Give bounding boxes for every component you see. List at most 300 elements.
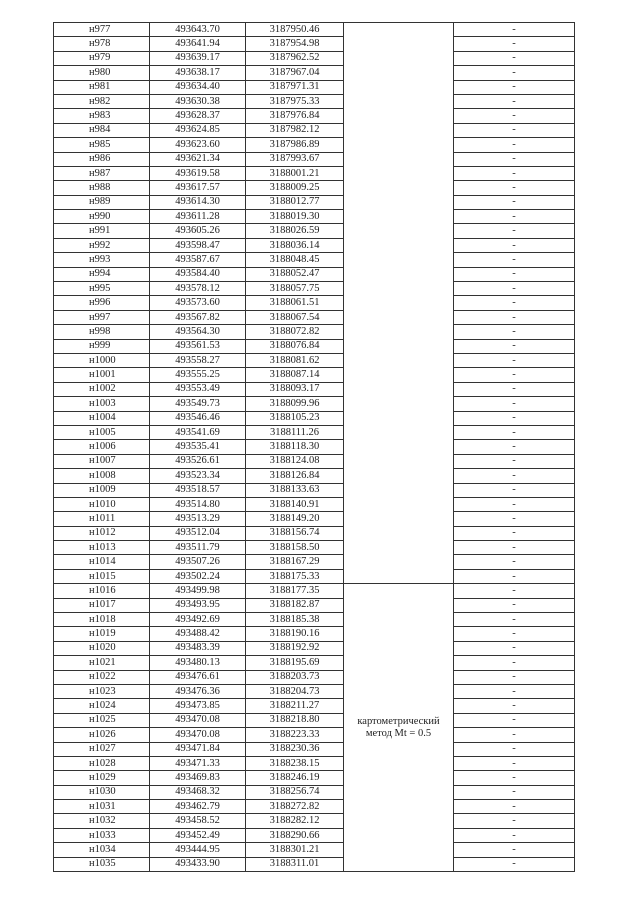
x-coordinate-cell: 493639.17 (150, 51, 246, 65)
table-row (54, 94, 575, 108)
y-coordinate-cell: 3188099.96 (246, 397, 344, 411)
x-coordinate-cell: 493444.95 (150, 843, 246, 857)
y-coordinate-cell: 3188223.33 (246, 728, 344, 742)
point-name-cell: н1023 (54, 684, 150, 698)
extra-value-cell: - (454, 598, 575, 612)
x-coordinate-cell: 493634.40 (150, 80, 246, 94)
point-name-cell: н979 (54, 51, 150, 65)
extra-value-cell: - (454, 368, 575, 382)
point-name-cell: н1008 (54, 469, 150, 483)
point-name-cell: н980 (54, 66, 150, 80)
table-row (54, 814, 575, 828)
y-coordinate-cell: 3188230.36 (246, 742, 344, 756)
extra-value-cell: - (454, 814, 575, 828)
point-name-cell: н1009 (54, 483, 150, 497)
point-name-cell: н998 (54, 325, 150, 339)
x-coordinate-cell: 493483.39 (150, 641, 246, 655)
y-coordinate-cell: 3188076.84 (246, 339, 344, 353)
point-name-cell: н1030 (54, 785, 150, 799)
point-name-cell: н991 (54, 224, 150, 238)
extra-value-cell: - (454, 109, 575, 123)
y-coordinate-cell: 3188158.50 (246, 541, 344, 555)
x-coordinate-cell: 493507.26 (150, 555, 246, 569)
y-coordinate-cell: 3188290.66 (246, 828, 344, 842)
point-name-cell: н982 (54, 94, 150, 108)
table-row (54, 109, 575, 123)
point-name-cell: н993 (54, 253, 150, 267)
x-coordinate-cell: 493567.82 (150, 310, 246, 324)
x-coordinate-cell: 493452.49 (150, 828, 246, 842)
extra-value-cell: - (454, 497, 575, 511)
y-coordinate-cell: 3188067.54 (246, 310, 344, 324)
point-name-cell: н1015 (54, 569, 150, 583)
point-name-cell: н1024 (54, 699, 150, 713)
point-name-cell: н1018 (54, 613, 150, 627)
y-coordinate-cell: 3188272.82 (246, 800, 344, 814)
y-coordinate-cell: 3188238.15 (246, 756, 344, 770)
point-name-cell: н1021 (54, 656, 150, 670)
extra-value-cell: - (454, 641, 575, 655)
point-name-cell: н983 (54, 109, 150, 123)
y-coordinate-cell: 3187986.89 (246, 138, 344, 152)
x-coordinate-cell: 493584.40 (150, 267, 246, 281)
x-coordinate-cell: 493512.04 (150, 526, 246, 540)
table-row (54, 641, 575, 655)
point-name-cell: н996 (54, 296, 150, 310)
y-coordinate-cell: 3188156.74 (246, 526, 344, 540)
y-coordinate-cell: 3188081.62 (246, 353, 344, 367)
point-name-cell: н981 (54, 80, 150, 94)
x-coordinate-cell: 493643.70 (150, 23, 246, 37)
extra-value-cell: - (454, 584, 575, 598)
y-coordinate-cell: 3188061.51 (246, 296, 344, 310)
extra-value-cell: - (454, 454, 575, 468)
y-coordinate-cell: 3188133.63 (246, 483, 344, 497)
extra-value-cell: - (454, 325, 575, 339)
method-label-line1: картометрический (357, 715, 440, 727)
extra-value-cell: - (454, 670, 575, 684)
table-row (54, 684, 575, 698)
y-coordinate-cell: 3188036.14 (246, 238, 344, 252)
extra-value-cell: - (454, 483, 575, 497)
point-name-cell: н1027 (54, 742, 150, 756)
x-coordinate-cell: 493480.13 (150, 656, 246, 670)
point-name-cell: н992 (54, 238, 150, 252)
extra-value-cell: - (454, 123, 575, 137)
y-coordinate-cell: 3188246.19 (246, 771, 344, 785)
x-coordinate-cell: 493553.49 (150, 382, 246, 396)
x-coordinate-cell: 493641.94 (150, 37, 246, 51)
extra-value-cell: - (454, 397, 575, 411)
point-name-cell: н1007 (54, 454, 150, 468)
extra-value-cell: - (454, 66, 575, 80)
table-row (54, 613, 575, 627)
y-coordinate-cell: 3188195.69 (246, 656, 344, 670)
point-name-cell: н1022 (54, 670, 150, 684)
extra-value-cell: - (454, 210, 575, 224)
extra-value-cell: - (454, 440, 575, 454)
x-coordinate-cell: 493561.53 (150, 339, 246, 353)
y-coordinate-cell: 3188190.16 (246, 627, 344, 641)
point-name-cell: н977 (54, 23, 150, 37)
extra-value-cell: - (454, 267, 575, 281)
x-coordinate-cell: 493630.38 (150, 94, 246, 108)
point-name-cell: н1014 (54, 555, 150, 569)
point-name-cell: н1025 (54, 713, 150, 727)
extra-value-cell: - (454, 138, 575, 152)
point-name-cell: н1000 (54, 353, 150, 367)
x-coordinate-cell: 493470.08 (150, 713, 246, 727)
method-cell (344, 584, 454, 872)
y-coordinate-cell: 3188301.21 (246, 843, 344, 857)
y-coordinate-cell: 3188175.33 (246, 569, 344, 583)
extra-value-cell: - (454, 512, 575, 526)
extra-value-cell: - (454, 282, 575, 296)
y-coordinate-cell: 3188057.75 (246, 282, 344, 296)
table-row (54, 23, 575, 37)
extra-value-cell: - (454, 339, 575, 353)
y-coordinate-cell: 3188177.35 (246, 584, 344, 598)
x-coordinate-cell: 493433.90 (150, 857, 246, 871)
x-coordinate-cell: 493471.33 (150, 756, 246, 770)
y-coordinate-cell: 3188182.87 (246, 598, 344, 612)
table-row (54, 296, 575, 310)
extra-value-cell: - (454, 353, 575, 367)
point-name-cell: н997 (54, 310, 150, 324)
y-coordinate-cell: 3188052.47 (246, 267, 344, 281)
x-coordinate-cell: 493518.57 (150, 483, 246, 497)
extra-value-cell: - (454, 224, 575, 238)
extra-value-cell: - (454, 469, 575, 483)
table-row (54, 152, 575, 166)
x-coordinate-cell: 493458.52 (150, 814, 246, 828)
point-name-cell: н1005 (54, 425, 150, 439)
y-coordinate-cell: 3188256.74 (246, 785, 344, 799)
table-row (54, 51, 575, 65)
table-row (54, 584, 575, 598)
table-row (54, 181, 575, 195)
x-coordinate-cell: 493513.29 (150, 512, 246, 526)
x-coordinate-cell: 493468.32 (150, 785, 246, 799)
y-coordinate-cell: 3187982.12 (246, 123, 344, 137)
extra-value-cell: - (454, 195, 575, 209)
x-coordinate-cell: 493628.37 (150, 109, 246, 123)
table-row (54, 569, 575, 583)
y-coordinate-cell: 3188211.27 (246, 699, 344, 713)
extra-value-cell: - (454, 253, 575, 267)
table-row (54, 497, 575, 511)
point-name-cell: н986 (54, 152, 150, 166)
y-coordinate-cell: 3188048.45 (246, 253, 344, 267)
point-name-cell: н989 (54, 195, 150, 209)
extra-value-cell: - (454, 166, 575, 180)
x-coordinate-cell: 493598.47 (150, 238, 246, 252)
x-coordinate-cell: 493541.69 (150, 425, 246, 439)
table-row (54, 166, 575, 180)
extra-value-cell: - (454, 23, 575, 37)
table-row (54, 656, 575, 670)
y-coordinate-cell: 3188192.92 (246, 641, 344, 655)
point-name-cell: н1019 (54, 627, 150, 641)
extra-value-cell: - (454, 526, 575, 540)
x-coordinate-cell: 493473.85 (150, 699, 246, 713)
table-row (54, 454, 575, 468)
point-name-cell: н1010 (54, 497, 150, 511)
y-coordinate-cell: 3188204.73 (246, 684, 344, 698)
table-row (54, 526, 575, 540)
table-row (54, 37, 575, 51)
x-coordinate-cell: 493573.60 (150, 296, 246, 310)
x-coordinate-cell: 493546.46 (150, 411, 246, 425)
x-coordinate-cell: 493476.61 (150, 670, 246, 684)
method-label-line2: метод Mt = 0.5 (365, 727, 432, 739)
x-coordinate-cell: 493549.73 (150, 397, 246, 411)
x-coordinate-cell: 493605.26 (150, 224, 246, 238)
extra-value-cell: - (454, 613, 575, 627)
point-name-cell: н985 (54, 138, 150, 152)
table-row (54, 397, 575, 411)
extra-value-cell: - (454, 785, 575, 799)
point-name-cell: н1004 (54, 411, 150, 425)
y-coordinate-cell: 3188019.30 (246, 210, 344, 224)
x-coordinate-cell: 493619.58 (150, 166, 246, 180)
x-coordinate-cell: 493614.30 (150, 195, 246, 209)
x-coordinate-cell: 493558.27 (150, 353, 246, 367)
extra-value-cell: - (454, 94, 575, 108)
extra-value-cell: - (454, 627, 575, 641)
y-coordinate-cell: 3187950.46 (246, 23, 344, 37)
table-row (54, 238, 575, 252)
extra-value-cell: - (454, 382, 575, 396)
extra-value-cell: - (454, 656, 575, 670)
extra-value-cell: - (454, 238, 575, 252)
table-row (54, 339, 575, 353)
x-coordinate-cell: 493526.61 (150, 454, 246, 468)
point-name-cell: н1020 (54, 641, 150, 655)
point-name-cell: н1013 (54, 541, 150, 555)
x-coordinate-cell: 493470.08 (150, 728, 246, 742)
extra-value-cell: - (454, 555, 575, 569)
table-row (54, 800, 575, 814)
point-name-cell: н1006 (54, 440, 150, 454)
x-coordinate-cell: 493624.85 (150, 123, 246, 137)
x-coordinate-cell: 493587.67 (150, 253, 246, 267)
table-row (54, 555, 575, 569)
point-name-cell: н1035 (54, 857, 150, 871)
table-row (54, 756, 575, 770)
point-name-cell: н1001 (54, 368, 150, 382)
coordinates-table (53, 22, 575, 872)
extra-value-cell: - (454, 728, 575, 742)
table-row (54, 411, 575, 425)
x-coordinate-cell: 493621.34 (150, 152, 246, 166)
table-row (54, 123, 575, 137)
extra-value-cell: - (454, 742, 575, 756)
y-coordinate-cell: 3188118.30 (246, 440, 344, 454)
x-coordinate-cell: 493638.17 (150, 66, 246, 80)
x-coordinate-cell: 493471.84 (150, 742, 246, 756)
extra-value-cell: - (454, 569, 575, 583)
x-coordinate-cell: 493492.69 (150, 613, 246, 627)
table-row (54, 267, 575, 281)
point-name-cell: н978 (54, 37, 150, 51)
x-coordinate-cell: 493617.57 (150, 181, 246, 195)
y-coordinate-cell: 3187954.98 (246, 37, 344, 51)
point-name-cell: н1003 (54, 397, 150, 411)
table-row (54, 66, 575, 80)
y-coordinate-cell: 3188126.84 (246, 469, 344, 483)
table-row (54, 253, 575, 267)
extra-value-cell: - (454, 713, 575, 727)
y-coordinate-cell: 3187967.04 (246, 66, 344, 80)
y-coordinate-cell: 3188001.21 (246, 166, 344, 180)
x-coordinate-cell: 493523.34 (150, 469, 246, 483)
y-coordinate-cell: 3188105.23 (246, 411, 344, 425)
method-cell-upper (344, 23, 454, 584)
extra-value-cell: - (454, 37, 575, 51)
y-coordinate-cell: 3188093.17 (246, 382, 344, 396)
x-coordinate-cell: 493578.12 (150, 282, 246, 296)
y-coordinate-cell: 3187976.84 (246, 109, 344, 123)
table-row (54, 483, 575, 497)
extra-value-cell: - (454, 541, 575, 555)
point-name-cell: н1033 (54, 828, 150, 842)
table-row (54, 353, 575, 367)
table-row (54, 440, 575, 454)
y-coordinate-cell: 3188149.20 (246, 512, 344, 526)
table-row (54, 627, 575, 641)
x-coordinate-cell: 493514.80 (150, 497, 246, 511)
point-name-cell: н1026 (54, 728, 150, 742)
table-row (54, 425, 575, 439)
table-row (54, 728, 575, 742)
table-row (54, 598, 575, 612)
y-coordinate-cell: 3188087.14 (246, 368, 344, 382)
point-name-cell: н984 (54, 123, 150, 137)
point-name-cell: н1016 (54, 584, 150, 598)
point-name-cell: н994 (54, 267, 150, 281)
x-coordinate-cell: 493564.30 (150, 325, 246, 339)
x-coordinate-cell: 493611.28 (150, 210, 246, 224)
y-coordinate-cell: 3188111.26 (246, 425, 344, 439)
extra-value-cell: - (454, 425, 575, 439)
y-coordinate-cell: 3188009.25 (246, 181, 344, 195)
extra-value-cell: - (454, 152, 575, 166)
extra-value-cell: - (454, 80, 575, 94)
y-coordinate-cell: 3188167.29 (246, 555, 344, 569)
y-coordinate-cell: 3188311.01 (246, 857, 344, 871)
x-coordinate-cell: 493555.25 (150, 368, 246, 382)
point-name-cell: н1002 (54, 382, 150, 396)
table-row (54, 310, 575, 324)
y-coordinate-cell: 3187962.52 (246, 51, 344, 65)
table-row (54, 699, 575, 713)
extra-value-cell: - (454, 296, 575, 310)
table-row (54, 742, 575, 756)
point-name-cell: н1031 (54, 800, 150, 814)
x-coordinate-cell: 493476.36 (150, 684, 246, 698)
y-coordinate-cell: 3188012.77 (246, 195, 344, 209)
table-row (54, 771, 575, 785)
table-row (54, 282, 575, 296)
extra-value-cell: - (454, 51, 575, 65)
y-coordinate-cell: 3187971.31 (246, 80, 344, 94)
y-coordinate-cell: 3188203.73 (246, 670, 344, 684)
x-coordinate-cell: 493499.98 (150, 584, 246, 598)
table-row (54, 210, 575, 224)
table-row (54, 382, 575, 396)
point-name-cell: н1029 (54, 771, 150, 785)
table-row (54, 138, 575, 152)
y-coordinate-cell: 3188072.82 (246, 325, 344, 339)
point-name-cell: н1012 (54, 526, 150, 540)
y-coordinate-cell: 3188140.91 (246, 497, 344, 511)
y-coordinate-cell: 3188185.38 (246, 613, 344, 627)
extra-value-cell: - (454, 310, 575, 324)
point-name-cell: н990 (54, 210, 150, 224)
x-coordinate-cell: 493502.24 (150, 569, 246, 583)
x-coordinate-cell: 493493.95 (150, 598, 246, 612)
y-coordinate-cell: 3188026.59 (246, 224, 344, 238)
x-coordinate-cell: 493469.83 (150, 771, 246, 785)
table-row (54, 224, 575, 238)
point-name-cell: н987 (54, 166, 150, 180)
x-coordinate-cell: 493488.42 (150, 627, 246, 641)
point-name-cell: н1017 (54, 598, 150, 612)
point-name-cell: н988 (54, 181, 150, 195)
table-row (54, 541, 575, 555)
point-name-cell: н1032 (54, 814, 150, 828)
point-name-cell: н1011 (54, 512, 150, 526)
table-row (54, 670, 575, 684)
y-coordinate-cell: 3187993.67 (246, 152, 344, 166)
table-row (54, 713, 575, 727)
extra-value-cell: - (454, 411, 575, 425)
extra-value-cell: - (454, 699, 575, 713)
y-coordinate-cell: 3188282.12 (246, 814, 344, 828)
x-coordinate-cell: 493511.79 (150, 541, 246, 555)
table-row (54, 512, 575, 526)
table-row (54, 469, 575, 483)
table-row (54, 368, 575, 382)
extra-value-cell: - (454, 771, 575, 785)
table-row (54, 828, 575, 842)
table-row (54, 857, 575, 871)
extra-value-cell: - (454, 181, 575, 195)
table-row (54, 843, 575, 857)
extra-value-cell: - (454, 800, 575, 814)
extra-value-cell: - (454, 684, 575, 698)
extra-value-cell: - (454, 857, 575, 871)
x-coordinate-cell: 493535.41 (150, 440, 246, 454)
table-row (54, 195, 575, 209)
point-name-cell: н999 (54, 339, 150, 353)
x-coordinate-cell: 493623.60 (150, 138, 246, 152)
y-coordinate-cell: 3188124.08 (246, 454, 344, 468)
coordinates-table-body (54, 23, 575, 872)
point-name-cell: н1034 (54, 843, 150, 857)
extra-value-cell: - (454, 843, 575, 857)
table-row (54, 80, 575, 94)
table-row (54, 785, 575, 799)
x-coordinate-cell: 493462.79 (150, 800, 246, 814)
y-coordinate-cell: 3187975.33 (246, 94, 344, 108)
table-row (54, 325, 575, 339)
extra-value-cell: - (454, 828, 575, 842)
extra-value-cell: - (454, 756, 575, 770)
point-name-cell: н995 (54, 282, 150, 296)
point-name-cell: н1028 (54, 756, 150, 770)
